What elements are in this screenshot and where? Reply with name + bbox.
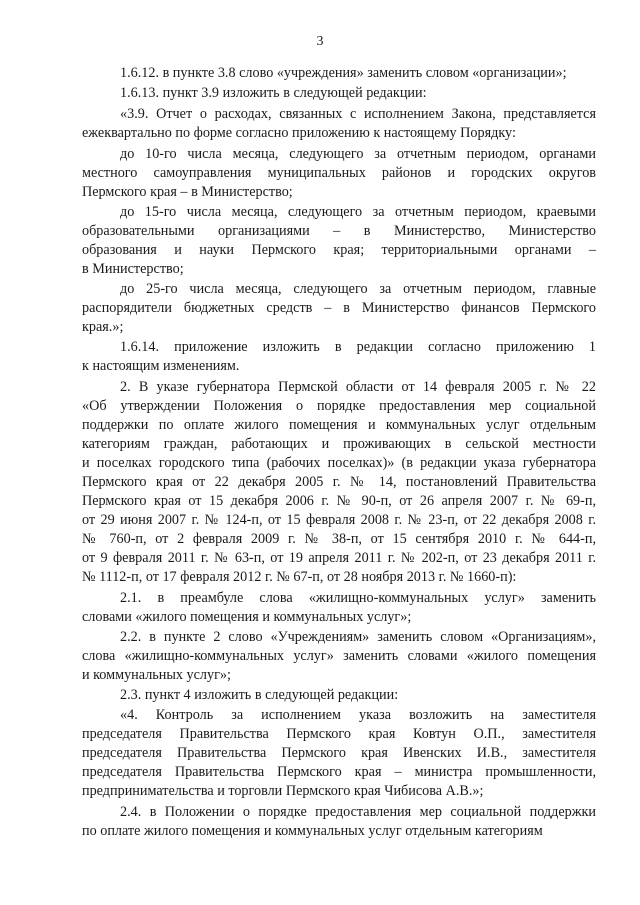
paragraph: [82, 203, 596, 279]
text-line: и поселках городского типа (рабочих поселках)» (в редакции указа губернатора: [82, 455, 596, 471]
paragraph: [82, 378, 596, 587]
text-line: местного самоуправления муниципальных районов и городских округов: [82, 165, 596, 181]
page-number: 3: [316, 34, 324, 49]
text-line: до 10-го числа месяца, следующего за отчетным периодом, органами: [120, 146, 596, 162]
text-line: слова «жилищно-коммунальных услуг» заменить словами «жилого помещения: [82, 648, 596, 664]
text-line: председателя Правительства Пермского края Ковтун О.П., заместителя: [82, 726, 596, 742]
text-line: 2.3. пункт 4 изложить в следующей редакции:: [120, 687, 399, 703]
text-line: 1.6.14. приложение изложить в редакции согласно приложению 1: [120, 339, 596, 355]
text-line: от 29 июня 2007 г. № 124-п, от 15 февраля 2008 г. № 23-п, от 22 декабря 2008 г.: [82, 512, 596, 528]
text-line: № 1112-п, от 17 февраля 2012 г. № 67-п, от 28 ноября 2013 г. № 1660-п):: [82, 569, 517, 585]
text-line: предпринимательства и торговли Пермского края Чибисова А.В.»;: [82, 783, 484, 799]
text-line: 2.1. в преамбуле слова «жилищно-коммунальных услуг» заменить: [120, 590, 596, 606]
text-line: председателя Правительства Пермского края – министра промышленности,: [82, 764, 596, 780]
paragraph: [82, 706, 596, 801]
text-line: Пермского края – в Министерство;: [82, 184, 293, 200]
paragraph: [82, 589, 596, 627]
text-line: и коммунальных услуг»;: [82, 667, 231, 683]
text-line: от 9 февраля 2011 г. № 63-п, от 19 апреля 2011 г. № 202-п, от 23 декабря 2011 г.: [82, 550, 596, 566]
text-line: к настоящим изменениям.: [82, 358, 240, 374]
text-line: поддержки по оплате жилого помещения и коммунальных услуг отдельным: [82, 417, 596, 433]
text-line: в Министерство;: [82, 261, 184, 277]
text-line: образовательными организациями – в Министерство, Министерство: [82, 223, 596, 239]
paragraph: [82, 280, 596, 337]
text-line: «4. Контроль за исполнением указа возложить на заместителя: [120, 707, 596, 723]
paragraph: [82, 145, 596, 202]
text-line: распорядители бюджетных средств – в Министерство финансов Пермского: [82, 300, 596, 316]
paragraph: [82, 686, 596, 705]
text-line: Пермского края от 22 декабря 2005 г. № 14, постановлений Правительства: [82, 474, 596, 490]
text-line: 2. В указе губернатора Пермской области от 14 февраля 2005 г. № 22: [120, 379, 596, 395]
text-line: 1.6.13. пункт 3.9 изложить в следующей редакции:: [120, 85, 427, 101]
text-line: словами «жилого помещения и коммунальных услуг»;: [82, 609, 412, 625]
paragraph: [82, 338, 596, 376]
text-line: края.»;: [82, 319, 124, 335]
paragraph: [82, 803, 596, 841]
paragraph: [82, 64, 596, 83]
paragraph: [82, 628, 596, 685]
text-line: председателя Правительства Пермского края Ивенских И.В., заместителя: [82, 745, 596, 761]
text-line: образования и науки Пермского края; территориальными органами –: [82, 242, 596, 258]
text-line: 2.2. в пункте 2 слово «Учреждениям» заменить словом «Организациям»,: [120, 629, 596, 645]
text-line: 1.6.12. в пункте 3.8 слово «учреждения» заменить словом «организации»;: [120, 65, 567, 81]
text-line: категориям граждан, работающих и проживающих в сельской местности: [82, 436, 596, 452]
paragraph: [82, 84, 596, 103]
paragraph: [82, 105, 596, 143]
text-line: 2.4. в Положении о порядке предоставления мер социальной поддержки: [120, 804, 596, 820]
text-line: ежеквартально по форме согласно приложению к настоящему Порядку:: [82, 125, 516, 141]
text-line: по оплате жилого помещения и коммунальных услуг отдельным категориям: [82, 823, 543, 839]
text-line: до 15-го числа месяца, следующего за отчетным периодом, краевыми: [120, 204, 596, 220]
text-line: № 760-п, от 2 февраля 2009 г. № 38-п, от 15 сентября 2010 г. № 644-п,: [82, 531, 596, 547]
text-line: до 25-го числа месяца, следующего за отчетным периодом, главные: [120, 281, 596, 297]
text-line: «Об утверждении Положения о порядке предоставления мер социальной: [82, 398, 596, 414]
text-line: Пермского края от 15 декабря 2006 г. № 90-п, от 26 апреля 2007 г. № 69-п,: [82, 493, 596, 509]
text-line: «3.9. Отчет о расходах, связанных с исполнением Закона, представляется: [120, 106, 596, 122]
